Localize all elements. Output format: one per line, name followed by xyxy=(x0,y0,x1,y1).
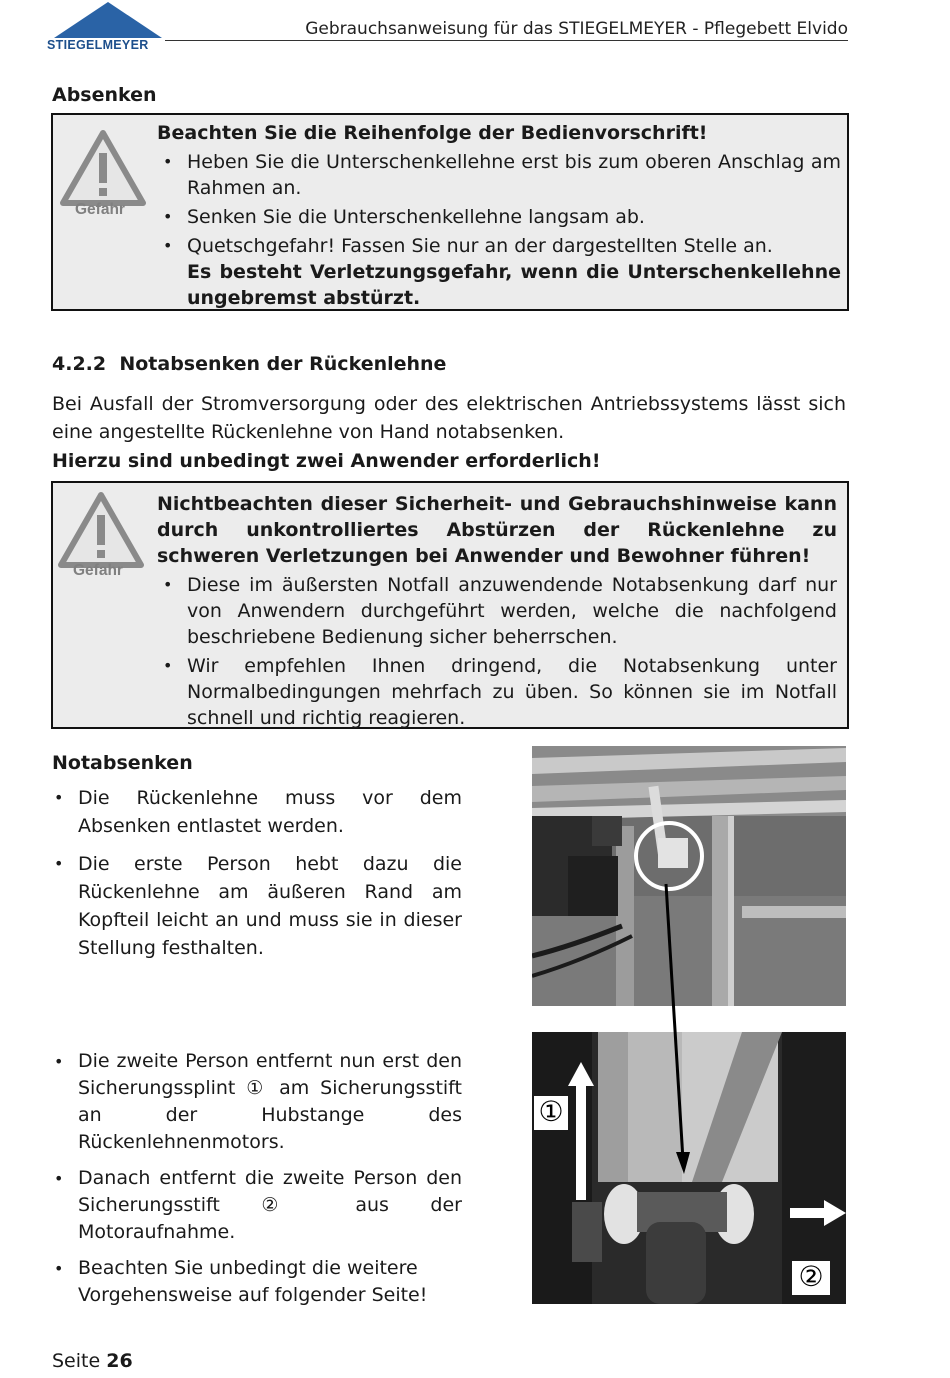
warning-content xyxy=(157,120,841,311)
section-number: 4.2.2 xyxy=(52,353,107,375)
page-number: 26 xyxy=(106,1350,133,1372)
list-item: • Die erste Person hebt dazu die Rückenlehne am äußeren Rand am Kopfteil leicht an und muss sie in dieser Stellung festhalten. xyxy=(48,850,462,962)
danger-triangle-icon xyxy=(59,129,147,207)
callout-2: ② xyxy=(792,1261,830,1295)
list-item: • Quetschgefahr! Fassen Sie nur an der dargestellten Stelle an. Es besteht Verletzungsgefahr, wenn die Unterschenkellehne ungebremst abstürzt. xyxy=(157,233,841,311)
list-item: • Beachten Sie unbedingt die weitere Vorgehensweise auf folgender Seite! xyxy=(48,1255,462,1309)
warning-emphasis: Es besteht Verletzungsgefahr, wenn die Unterschenkellehne ungebremst abstürzt. xyxy=(187,261,841,309)
header-title: Gebrauchsanweisung für das STIEGELMEYER - Pflegebett Elvido xyxy=(305,19,848,39)
steps-list-b xyxy=(48,1048,462,1309)
list-item: • Diese im äußersten Notfall anzuwendende Notabsenkung darf nur von Anwendern durchgeführt werden, welche die nachfolgend beschriebene Bedienung sicher beherrschen. xyxy=(157,572,837,650)
danger-label: Gefahr xyxy=(75,201,125,218)
page-footer xyxy=(52,1348,133,1374)
section-intro: Bei Ausfall der Stromversorgung oder des elektrischen Antriebssystems lässt sich eine angestellte Rückenlehne von Hand notabsenken. xyxy=(52,393,846,443)
danger-label: Gefahr xyxy=(73,562,123,579)
header-rule xyxy=(165,40,848,41)
warning-content xyxy=(157,491,837,731)
section-intro-bold: Hierzu sind unbedingt zwei Anwender erforderlich! xyxy=(52,450,601,472)
logo-text: STIEGELMEYER xyxy=(47,38,149,52)
warning-list xyxy=(157,149,841,311)
page-label: Seite xyxy=(52,1350,101,1372)
list-item: • Wir empfehlen Ihnen dringend, die Notabsenkung unter Normalbedingungen mehrfach zu üben. So können sie im Notfall schnell und richtig reagieren. xyxy=(157,653,837,731)
list-item: • Die Rückenlehne muss vor dem Absenken entlastet werden. xyxy=(48,784,462,840)
danger-triangle-icon xyxy=(57,491,145,569)
callout-1: ① xyxy=(534,1096,568,1130)
warning-title: Nichtbeachten dieser Sicherheit- und Gebrauchshinweise kann durch unkontrolliertes Abstürzen der Rückenlehne zu schweren Verletzungen bei Anwender und Bewohner führen! xyxy=(157,493,837,567)
list-item: • Heben Sie die Unterschenkellehne erst bis zum oberen Anschlag am Rahmen an. xyxy=(157,149,841,201)
steps-list-a xyxy=(48,784,462,962)
section-title: Notabsenken der Rückenlehne xyxy=(119,353,447,375)
logo-triangle-icon xyxy=(46,0,170,40)
notabsenken-heading: Notabsenken xyxy=(52,752,193,774)
list-item: • Danach entfernt die zweite Person den Sicherungsstift ② aus der Motoraufnahme. xyxy=(48,1165,462,1246)
list-item: • Senken Sie die Unterschenkellehne langsam ab. xyxy=(157,204,841,230)
list-item: • Die zweite Person entfernt nun erst den Sicherungssplint ① am Sicherungsstift an der Hubstange des Rückenlehnenmotors. xyxy=(48,1048,462,1156)
warning-box-absenken xyxy=(51,113,849,311)
warning-title: Beachten Sie die Reihenfolge der Bedienvorschrift! xyxy=(157,122,708,144)
warning-box-notabsenken xyxy=(51,481,849,729)
section-heading xyxy=(52,353,446,375)
connector-arrow-icon xyxy=(650,880,700,1180)
absenken-heading: Absenken xyxy=(52,84,157,106)
warning-list xyxy=(157,572,837,731)
